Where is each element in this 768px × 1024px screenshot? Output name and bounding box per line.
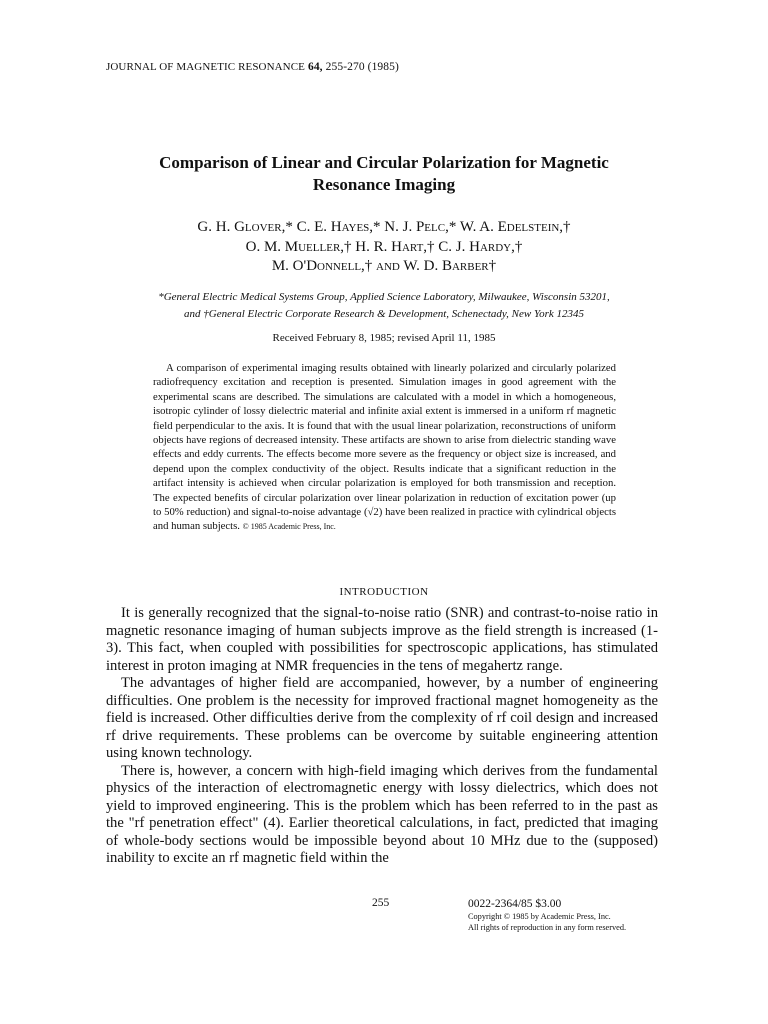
journal-name: JOURNAL OF MAGNETIC RESONANCE — [106, 61, 305, 73]
abstract-text: A comparison of experimental imaging results obtained with linearly polarized and circularly polarized radiofrequency excitation and reception is presented. Simulation images in good agreement with the experimental scans are described. The simulations are calculated with a model in which a homogeneous, isotropic cylinder of lossy dielectric material and infinite axial extent is immersed in a uniform rf magnetic field perpendicular to the axis. It is found that with the usual linear polarization, reconstructions of uniform objects have regions of decreased intensity. These artifacts are shown to arise from dielectric standing wave effects and eddy currents. The effects become more severe as the frequency or object size is increased, and depend upon the complex conductivity of the object. Results indicate that a significant reduction in the artifact intensity is achieved when circular polarization is employed for both transmission and reception. The expected benefits of circular polarization over linear polarization in reduction of excitation power (up to 50% reduction) and signal-to-noise advantage (√2) have been realized in practice with cylindrical objects and human subjects. — [153, 362, 616, 533]
author-list — [104, 218, 664, 277]
affiliations — [104, 289, 664, 323]
title-line-1: Comparison of Linear and Circular Polarization for Magnetic — [159, 153, 609, 172]
authors-line-3: M. O'Donnell,† and W. D. Barber† — [271, 258, 497, 274]
abstract — [153, 361, 616, 535]
journal-volume: 64, — [307, 61, 323, 73]
footer-publication-info — [468, 898, 626, 933]
abstract-paragraph — [153, 361, 616, 535]
footer-copyright: Copyright © 1985 by Academic Press, Inc. — [468, 912, 611, 921]
journal-header — [106, 61, 399, 73]
introduction-body — [106, 605, 658, 868]
intro-paragraph-2: The advantages of higher field are accompanied, however, by a number of engineering difficulties. One problem is the necessity for improved fractional magnet homogeneity as the field is increased. Other difficulties derive from the complexity of rf coil design and increased rf drive requirements. These problems can be overcome by suitable engineering attention using known technology. — [106, 675, 658, 761]
paper-title — [104, 152, 664, 196]
authors-line-2: O. M. Mueller,† H. R. Hart,† C. J. Hardy,† — [245, 238, 523, 255]
title-line-2: Resonance Imaging — [312, 175, 456, 194]
authors-line-1: G. H. Glover,* C. E. Hayes,* N. J. Pelc,* W. A. Edelstein,† — [197, 219, 571, 235]
footer-rights: All rights of reproduction in any form reserved. — [468, 923, 627, 932]
intro-paragraph-3: There is, however, a concern with high-field imaging which derives from the fundamental physics of the interaction of electromagnetic energy with lossy dielectrics, which does not yield to improved engineering. This is the problem which has been referred to in the past as the "rf penetration effect" (4). Earlier theoretical calculations, in fact, predicted that imaging of whole-body sections would be impossible beyond about 10 MHz due to the (supposed) inability to excite an rf magnetic field within the — [106, 762, 658, 866]
journal-pages-year: 255-270 (1985) — [325, 61, 399, 73]
affiliation-line-1: *General Electric Medical Systems Group, Applied Science Laboratory, Milwaukee, Wisconsin 53201, — [158, 291, 610, 303]
abstract-copyright: © 1985 Academic Press, Inc. — [242, 522, 336, 532]
received-dates: Received February 8, 1985; revised April 11, 1985 — [272, 332, 496, 344]
intro-paragraph-1: It is generally recognized that the signal-to-noise ratio (SNR) and contrast-to-noise ratio in magnetic resonance imaging of human subjects improve as the field strength is increased (1-3). This fact, when coupled with possibilities for spectroscopic applications, has stimulated interest in proton imaging at NMR frequencies in the tens of megahertz range. — [106, 605, 658, 674]
affiliation-line-2: and †General Electric Corporate Research & Development, Schenectady, New York 12345 — [184, 308, 584, 320]
section-heading-introduction: INTRODUCTION — [339, 586, 429, 598]
issn-price: 0022-2364/85 $3.00 — [468, 898, 562, 910]
page-number: 255 — [372, 897, 390, 909]
